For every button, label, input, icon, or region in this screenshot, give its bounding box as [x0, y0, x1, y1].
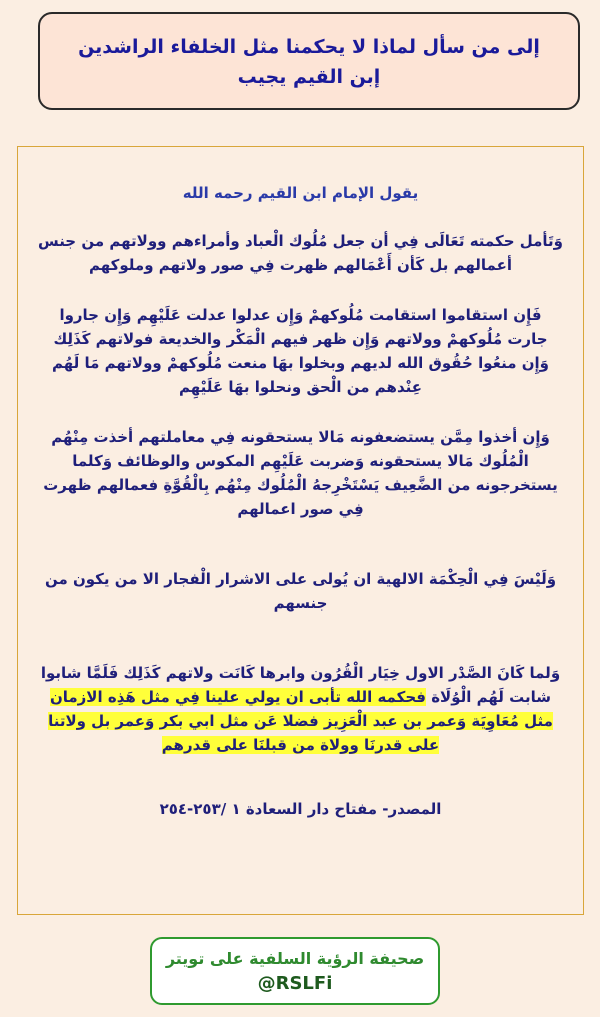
credit-text: صحيفة الرؤية السلفية على تويتر [165, 949, 425, 968]
quote-intro: يقول الإمام ابن القيم رحمه الله [182, 184, 419, 202]
quote-paragraph-4: وَلَيْسَ فِي الْحِكْمَة الالهية ان يُولى على الاشرار الْفجار الا من يكون من جنسهم [44, 570, 557, 612]
paragraph-5-text: وَلما كَانَ الصَّدْر الاول خِيَار الْقُرُون وابرها كَانَت ولاتهم كَذَلِك فَلَمَّا شابوا شابت لَهُم الْوُلَاة [40, 664, 561, 706]
twitter-handle: @RSLFi [257, 973, 333, 994]
source-citation: المصدر- مفتاح دار السعادة ١ /٢٥٣-٢٥٤ [159, 800, 442, 818]
twitter-credit-box [150, 937, 440, 1005]
title-banner [38, 12, 580, 110]
highlighted-text: فحكمه الله تأبى ان يولي علينا فِي مثل هَذِه الازمان مثل مُعَاوِيَة وَعمر بن عبد الْعَزِيز فضلا عَن مثل ابي بكر وَعمر بل ولاتنا على قدرنَا وولاة من قبلنَا على قدرهم [48, 688, 553, 754]
title-line-2: إبن القيم يجيب [237, 66, 381, 88]
title-line-1: إلى من سأل لماذا لا يحكمنا مثل الخلفاء الراشدين [78, 36, 540, 58]
quote-paragraph-2: فَإِن استقاموا استقامت مُلُوكهمْ وَإِن عدلوا عدلت عَلَيْهِم وَإِن جاروا جارت مُلُوكهمْ وولاتهم وَإِن ظهر فيهم الْمَكْر والخديعة فولاتهم كَذَلِك وَإِن منعُوا حُقُوق الله لديهم وبخلوا بهَا منعت مُلُوكهمْ وولاتهم مَا لَهُم عِنْدهم من الْحق ونحلوا بهَا عَلَيْهِم [51, 306, 550, 396]
quote-content [38, 181, 563, 836]
quote-paragraph-5 [38, 661, 563, 757]
quote-paragraph-1: وَتَأمل حكمته تَعَالَى فِي أن جعل مُلُوك الْعباد وأمراءهم وولاتهم من جنس أعمالهم بل كَأن أَعْمَالهم ظهرت فِي صور ولاتهم وملوكهم [37, 232, 563, 274]
quote-paragraph-3: وَإِن أخذوا مِمَّن يستضعفونه مَالا يستحقونه فِي معاملتهم أخذت مِنْهُم الْمُلُوك مَالا يستحقونه وَضربت عَلَيْهِم المكوس والوظائف وَكلما يستخرجونه من الضَّعِيف يَسْتَخْرِجهُ الْمُلُوك مِنْهُم بِالْقُوَّةِ فعمالهم ظهرت فِي صور اعمالهم [43, 428, 558, 518]
quote-frame [17, 146, 584, 915]
